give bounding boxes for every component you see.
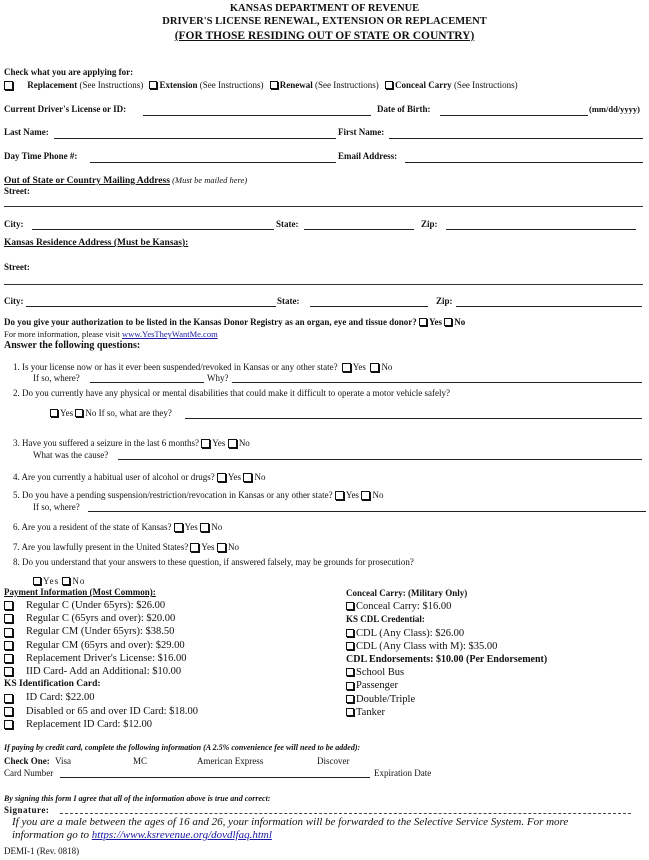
q1-yes-label: Yes — [352, 362, 366, 372]
renewal-label: Renewal — [279, 80, 313, 90]
question-2-answer — [50, 408, 172, 418]
residence-state-field[interactable] — [310, 306, 428, 307]
extension-label: Extension — [159, 80, 198, 90]
mailing-heading-row — [4, 175, 247, 186]
cdl-heading: KS CDL Credential: — [346, 614, 425, 625]
donor-no-checkbox[interactable] — [444, 318, 452, 326]
selective-service-link[interactable]: https://www.ksrevenue.org/dovdlfaq.html — [91, 829, 272, 841]
endorse-item: Double/Triple — [346, 693, 547, 706]
mailing-state-label: State: — [276, 219, 299, 229]
question-3-text: 3. Have you suffered a seizure in the last 6 months? — [13, 438, 200, 448]
q7-yes-checkbox[interactable] — [190, 543, 199, 552]
questions-heading: Answer the following questions: — [4, 340, 141, 351]
card-discover[interactable]: Discover — [317, 756, 350, 766]
endorse-item: Tanker — [346, 706, 547, 719]
q5-yes-label: Yes — [345, 490, 359, 500]
conceal-heading: Conceal Carry: (Military Only) — [346, 588, 468, 598]
donor-yes-checkbox[interactable] — [419, 318, 427, 326]
q1-where-label: If so, where? — [33, 373, 80, 383]
cdl-checkbox[interactable] — [346, 629, 354, 637]
payment-item: Regular C (65yrs and over): $20.00 — [4, 612, 198, 625]
q2-no-checkbox[interactable] — [75, 409, 83, 417]
extension-note: (See Instructions) — [199, 80, 264, 90]
endorse-heading: CDL Endorsements: $10.00 (Per Endorsement) — [346, 654, 548, 666]
q1-no-checkbox[interactable] — [370, 363, 379, 372]
replacement-label: Replacement — [27, 80, 78, 90]
question-3 — [13, 438, 250, 448]
id-checkbox[interactable] — [4, 720, 13, 729]
question-6-text: 6. Are you a resident of the state of Kansas? — [13, 522, 172, 532]
residence-street-label: Street: — [4, 262, 30, 272]
donor-link[interactable]: www.YesTheyWantMe.com — [122, 329, 218, 339]
endorse-checkbox[interactable] — [346, 695, 354, 703]
q2-yes-label: Yes — [60, 408, 74, 418]
license-id-field[interactable] — [143, 115, 371, 116]
q6-no-checkbox[interactable] — [200, 523, 209, 532]
endorse-item: Passenger — [346, 679, 547, 692]
replacement-note: (See Instructions) — [79, 80, 144, 90]
q5-yes-checkbox[interactable] — [335, 491, 344, 500]
form-subtitle: (FOR THOSE RESIDING OUT OF STATE OR COUNTRY) — [174, 30, 475, 42]
first-name-label: First Name: — [338, 127, 385, 137]
form-title: DRIVER'S LICENSE RENEWAL, EXTENSION OR REPLACEMENT — [162, 16, 487, 27]
endorse-item: School Bus — [346, 666, 547, 679]
question-5-text: 5. Do you have a pending suspension/restriction/revocation in Kansas or any other state? — [13, 490, 333, 500]
id-checkbox[interactable] — [4, 694, 13, 703]
agency-title: KANSAS DEPARTMENT OF REVENUE — [229, 3, 420, 14]
phone-label: Day Time Phone #: — [4, 151, 78, 161]
payment-item: Regular C (Under 65yrs): $26.00 — [4, 599, 198, 612]
conceal-carry-note: (See Instructions) — [453, 80, 518, 90]
last-name-field[interactable] — [54, 138, 336, 139]
residence-state-label: State: — [277, 296, 300, 306]
selective-service-text: If you are a male between the ages of 16 and 26, your information will be forwarded to the Selective Service System. For more — [12, 816, 569, 828]
apply-options — [4, 80, 518, 90]
payment-checkbox[interactable] — [4, 641, 13, 650]
question-4-text: 4. Are you currently a habitual user of alcohol or drugs? — [13, 472, 215, 482]
q5-no-checkbox[interactable] — [361, 491, 370, 500]
signature-agreement: By signing this form I agree that all of the information above is true and correct: — [4, 794, 271, 803]
question-4 — [13, 472, 265, 482]
payment-heading: Payment Information (Most Common): — [4, 587, 156, 597]
mailing-zip-field[interactable] — [446, 229, 636, 230]
q7-yes-label: Yes — [201, 542, 215, 552]
residence-zip-field[interactable] — [456, 306, 642, 307]
first-name-field[interactable] — [389, 138, 643, 139]
q3-no-label: No — [238, 438, 250, 448]
payment-item: IID Card- Add an Additional: $10.00 — [4, 665, 198, 678]
conceal-carry-checkbox[interactable] — [385, 81, 393, 89]
residence-zip-label: Zip: — [436, 296, 453, 306]
expiration-label: Expiration Date — [374, 768, 432, 778]
payment-checkbox[interactable] — [4, 601, 13, 610]
q6-yes-label: Yes — [184, 522, 198, 532]
q7-no-checkbox[interactable] — [217, 543, 226, 552]
q8-no-checkbox[interactable] — [62, 577, 70, 585]
mailing-street-field[interactable] — [4, 206, 643, 207]
payment-checkbox[interactable] — [4, 614, 13, 623]
dob-field[interactable] — [440, 115, 588, 116]
cdl-item: CDL (Any Class with M): $35.00 — [346, 640, 547, 653]
check-one-label: Check One: — [4, 756, 50, 766]
q2-no-label: No — [85, 408, 97, 418]
q2-follow-label: If so, what are they? — [98, 408, 172, 418]
q8-yes-checkbox[interactable] — [33, 577, 41, 585]
extension-checkbox[interactable] — [149, 81, 157, 89]
payment-checkbox[interactable] — [4, 667, 13, 676]
endorse-checkbox[interactable] — [346, 668, 354, 676]
endorse-checkbox[interactable] — [346, 682, 354, 690]
card-number-field[interactable] — [60, 777, 370, 778]
residence-heading: Kansas Residence Address (Must be Kansas): — [4, 238, 189, 248]
q4-no-checkbox[interactable] — [243, 473, 252, 482]
question-1-text: 1. Is your license now or has it ever been suspended/revoked in Kansas or any other state? — [13, 362, 338, 372]
q3-follow-label: What was the cause? — [33, 450, 109, 460]
donor-question: Do you give your authorization to be listed in the Kansas Donor Registry as an organ, eye and tissue donor? — [4, 317, 417, 327]
question-1 — [13, 362, 392, 372]
apply-prompt: Check what you are applying for: — [4, 67, 134, 77]
q3-follow-field[interactable] — [118, 459, 642, 460]
q8-no-label: No — [72, 576, 86, 586]
q1-yes-checkbox[interactable] — [342, 363, 351, 372]
selective-service-info — [12, 829, 272, 841]
id-item: Replacement ID Card: $12.00 — [4, 718, 198, 731]
id-checkbox[interactable] — [4, 707, 13, 716]
credit-note: If paying by credit card, complete the following information (A 2.5% convenience fee will need to be added): — [4, 743, 361, 752]
q4-yes-checkbox[interactable] — [217, 473, 226, 482]
selective-service-prefix: information go to — [12, 829, 90, 841]
q1-why-label: Why? — [207, 373, 229, 383]
mailing-note: (Must be mailed here) — [172, 175, 248, 185]
id-item: ID Card: $22.00 — [4, 691, 198, 704]
residence-street-field[interactable] — [4, 284, 643, 285]
dob-format: (mm/dd/yyyy) — [589, 104, 640, 114]
residence-city-label: City: — [4, 296, 24, 306]
q6-yes-checkbox[interactable] — [174, 523, 183, 532]
renewal-checkbox[interactable] — [270, 81, 278, 89]
payment-list — [4, 599, 198, 731]
q8-yes-label: Yes — [43, 576, 60, 586]
payment-item: Replacement Driver's License: $16.00 — [4, 652, 198, 665]
payment-right — [346, 587, 547, 719]
donor-yes-label: Yes — [428, 317, 442, 327]
endorse-checkbox[interactable] — [346, 708, 354, 716]
mailing-street-label: Street: — [4, 186, 30, 196]
question-5 — [13, 490, 383, 500]
conceal-item: Conceal Carry: $16.00 — [346, 600, 547, 613]
phone-field[interactable] — [90, 162, 336, 163]
signature-label: Signature: — [4, 805, 50, 815]
residence-city-field[interactable] — [26, 306, 276, 307]
id-card-heading: KS Identification Card: — [4, 679, 101, 690]
renewal-note: (See Instructions) — [314, 80, 379, 90]
id-item: Disabled or 65 and over ID Card: $18.00 — [4, 705, 198, 718]
conceal-checkbox[interactable] — [346, 602, 354, 610]
q5-follow-label: If so, where? — [33, 502, 80, 512]
form-id: DEMI-1 (Rev. 0818) — [4, 846, 80, 856]
q6-no-label: No — [211, 522, 223, 532]
mailing-city-label: City: — [4, 219, 24, 229]
payment-checkbox[interactable] — [4, 654, 13, 663]
mailing-zip-label: Zip: — [421, 219, 438, 229]
q2-follow-field[interactable] — [185, 418, 642, 419]
donor-info-row — [4, 329, 218, 339]
question-7 — [13, 542, 239, 552]
last-name-label: Last Name: — [4, 127, 49, 137]
card-visa[interactable]: Visa — [55, 756, 71, 766]
q1-no-label: No — [381, 362, 393, 372]
dob-label: Date of Birth: — [377, 104, 431, 114]
q3-yes-label: Yes — [212, 438, 226, 448]
license-id-label: Current Driver's License or ID: — [4, 104, 127, 114]
question-2-text: 2. Do you currently have any physical or mental disabilities that could make it difficult to operate a motor vehicle safely? — [13, 388, 450, 398]
mailing-state-field[interactable] — [304, 229, 414, 230]
q3-no-checkbox[interactable] — [228, 439, 237, 448]
q4-yes-label: Yes — [227, 472, 241, 482]
q1-where-field[interactable] — [90, 382, 204, 383]
question-7-text: 7. Are you lawfully present in the United States? — [13, 542, 189, 552]
cdl-item: CDL (Any Class): $26.00 — [346, 627, 547, 640]
cdl-checkbox[interactable] — [346, 642, 354, 650]
donor-info-prefix: For more information, please visit — [4, 329, 120, 339]
payment-item: Regular CM (Under 65yrs): $38.50 — [4, 625, 198, 638]
replacement-checkbox[interactable] — [4, 81, 13, 90]
q7-no-label: No — [228, 542, 239, 552]
email-field[interactable] — [405, 162, 643, 163]
donor-row — [4, 317, 465, 327]
question-8-text: 8. Do you understand that your answers to these question, if answered falsely, may be grounds for prosecution? — [13, 557, 414, 567]
q5-no-label: No — [372, 490, 384, 500]
q3-yes-checkbox[interactable] — [201, 439, 210, 448]
payment-item: Regular CM (65yrs and over): $29.00 — [4, 639, 198, 652]
payment-checkbox[interactable] — [4, 628, 13, 637]
email-label: Email Address: — [338, 151, 398, 161]
card-mc[interactable]: MC — [133, 756, 148, 766]
q1-why-field[interactable] — [232, 382, 642, 383]
mailing-heading: Out of State or Country Mailing Address — [4, 176, 170, 186]
question-6 — [13, 522, 222, 532]
card-amex[interactable]: American Express — [197, 756, 264, 766]
signature-field[interactable] — [60, 813, 631, 814]
q5-follow-field[interactable] — [88, 511, 646, 512]
card-number-label: Card Number — [4, 768, 54, 778]
mailing-city-field[interactable] — [32, 229, 274, 230]
conceal-carry-label: Conceal Carry — [394, 80, 452, 90]
q4-no-label: No — [254, 472, 266, 482]
q2-yes-checkbox[interactable] — [50, 409, 58, 417]
question-8-answer — [33, 576, 85, 586]
donor-no-label: No — [454, 317, 466, 327]
